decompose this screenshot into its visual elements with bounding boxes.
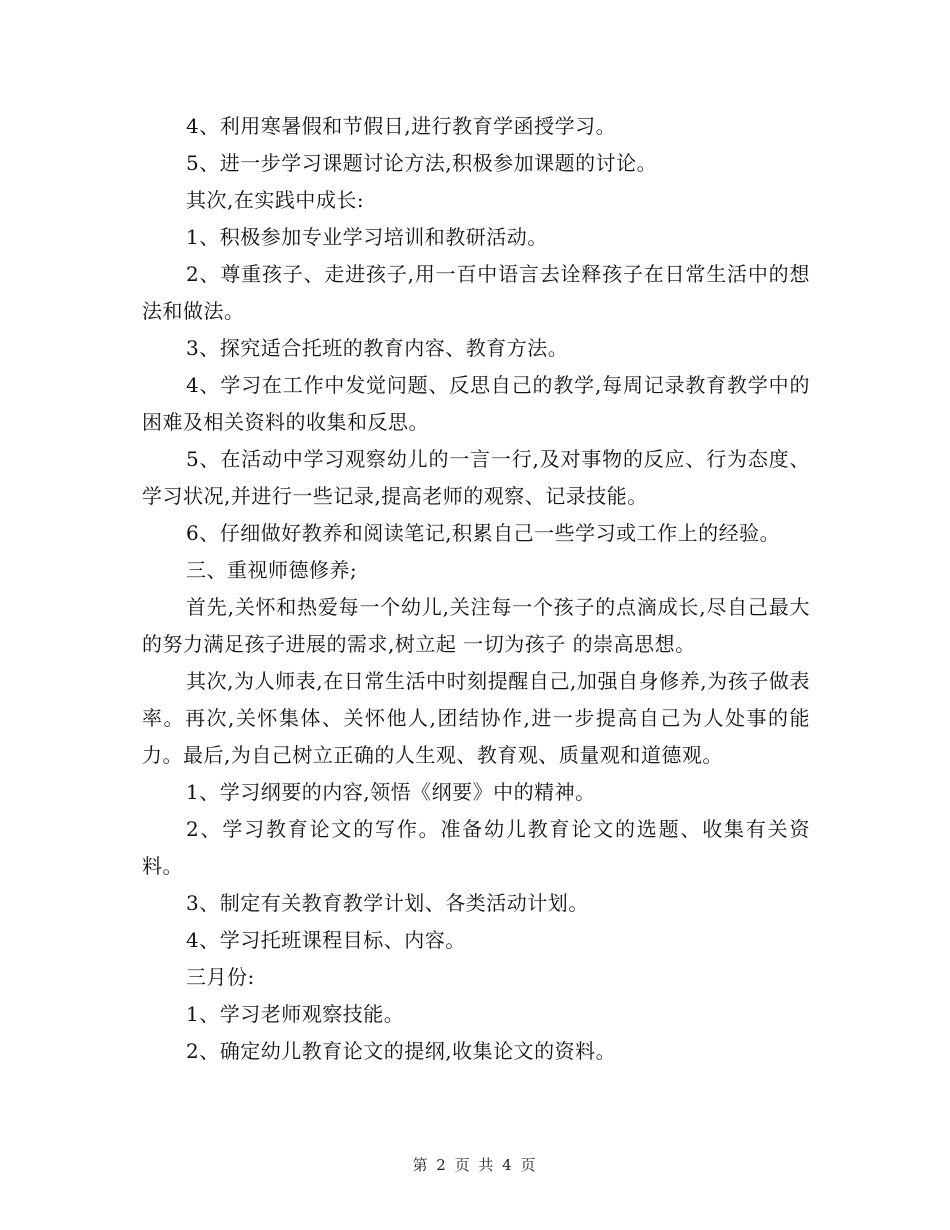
- paragraph: 6、仔细做好教养和阅读笔记,积累自己一些学习或工作上的经验。: [186, 521, 781, 545]
- page-number-footer: 第 2 页 共 4 页: [412, 1156, 538, 1174]
- paragraph: 5、进一步学习课题讨论方法,积极参加课题的讨论。: [186, 151, 658, 175]
- paragraph: 1、积极参加专业学习培训和教研活动。: [186, 225, 548, 249]
- paragraph: 3、探究适合托班的教育内容、教育方法。: [186, 336, 569, 360]
- paragraph: 其次,在实践中成长:: [186, 188, 365, 212]
- paragraph: 其次,为人师表,在日常生活中时刻提醒自己,加强自身修养,为孩子做表率。再次,关怀集体、关怀他人,团结协作,进一步提高自己为人处事的能力。最后,为自己树立正确的人生观、教育观、质量观和道德观。: [142, 669, 810, 767]
- section-heading: 三、重视师德修养;: [186, 558, 358, 582]
- paragraph: 1、学习纲要的内容,领悟《纲要》中的精神。: [186, 780, 596, 804]
- paragraph: 4、利用寒暑假和节假日,进行教育学函授学习。: [186, 114, 617, 138]
- document-body: [142, 108, 810, 1070]
- paragraph: 2、尊重孩子、走进孩子,用一百中语言去诠释孩子在日常生活中的想法和做法。: [142, 262, 810, 323]
- paragraph: 2、确定幼儿教育论文的提纲,收集论文的资料。: [186, 1039, 617, 1063]
- paragraph: 4、学习托班课程目标、内容。: [186, 928, 466, 952]
- month-heading: 三月份:: [186, 965, 255, 989]
- paragraph: 首先,关怀和热爱每一个幼儿,关注每一个孩子的点滴成长,尽自己最大的努力满足孩子进展的需求,树立起 一切为孩子 的崇高思想。: [142, 595, 810, 656]
- paragraph: 1、学习老师观察技能。: [186, 1002, 405, 1026]
- paragraph: 3、制定有关教育教学计划、各类活动计划。: [186, 891, 589, 915]
- paragraph: 2、学习教育论文的写作。准备幼儿教育论文的选题、收集有关资料。: [142, 817, 810, 878]
- paragraph: 5、在活动中学习观察幼儿的一言一行,及对事物的反应、行为态度、学习状况,并进行一些记录,提高老师的观察、记录技能。: [142, 447, 810, 508]
- paragraph: 4、学习在工作中发觉问题、反思自己的教学,每周记录教育教学中的困难及相关资料的收集和反思。: [142, 373, 810, 434]
